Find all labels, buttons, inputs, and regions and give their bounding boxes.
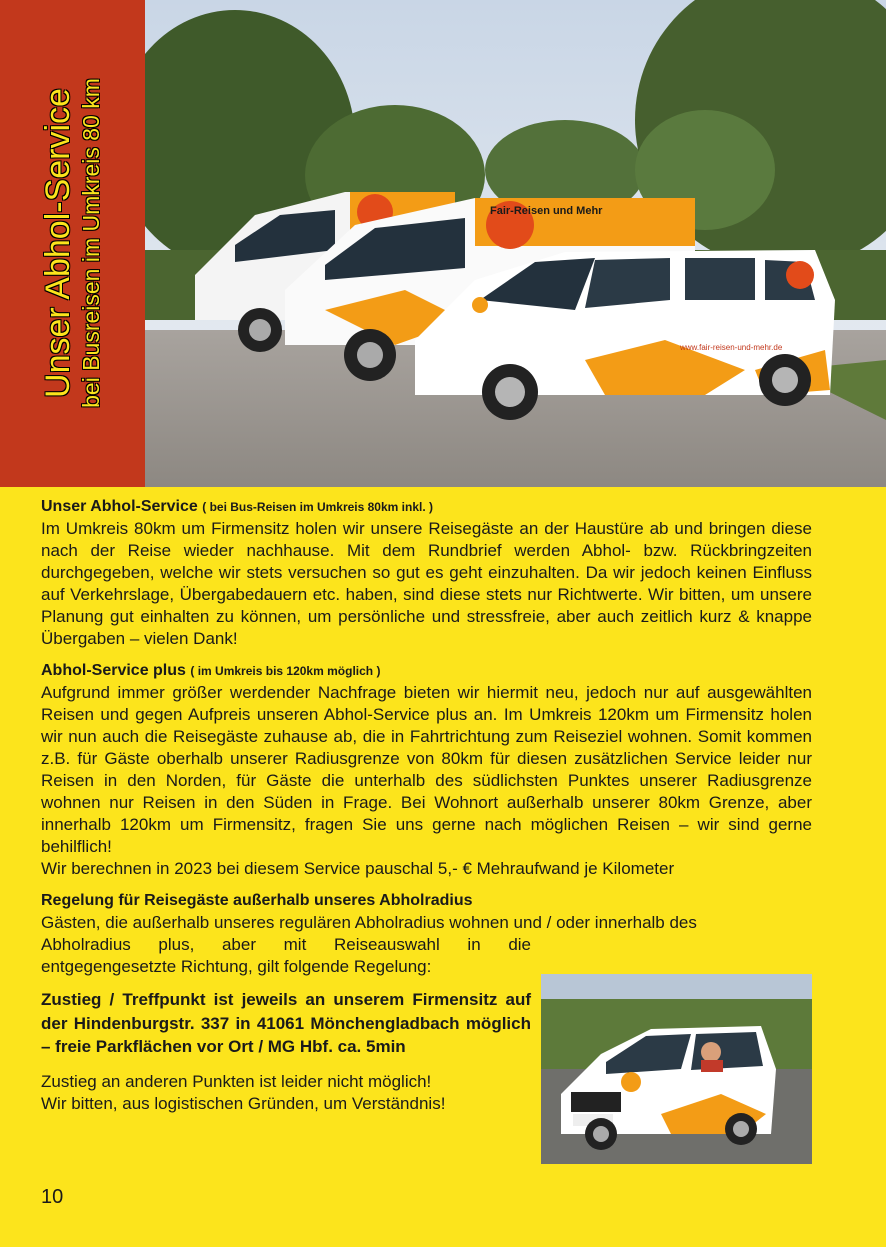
section-abhol-service-plus-price: Wir berechnen in 2023 bei diesem Service pauschal 5,- € Mehraufwand je Kilometer [41, 859, 675, 878]
section-regelung-heading: Regelung für Reisegäste außerhalb unseres Abholradius [41, 892, 473, 909]
hero-photo-vans [145, 0, 886, 487]
section-regelung-body-wrap: Abholradius plus, aber mit Reiseauswahl in die entgegengesetzte Richtung, gilt folgende Regelung: [41, 935, 531, 976]
heading-text: Unser Abhol-Service [41, 498, 198, 515]
heading-text: Abhol-Service plus [41, 662, 186, 679]
van-driver-photo [541, 974, 812, 1164]
meeting-point-info: Zustieg / Treffpunkt ist jeweils an unserem Firmensitz auf der Hindenburgstr. 337 in 41061 Mönchengladbach möglich – freie Parkflächen vor Ort / MG Hbf. ca. 5min [41, 990, 531, 1056]
side-banner-text [39, 23, 105, 463]
van-brand-text: Fair-Reisen und Mehr [490, 205, 603, 217]
side-banner [0, 0, 145, 487]
side-banner-subtitle: bei Busreisen im Umkreis 80 km [78, 78, 104, 408]
heading-note: ( bei Bus-Reisen im Umkreis 80km inkl. ) [202, 500, 433, 514]
section-abhol-service [41, 496, 812, 650]
heading-note: ( im Umkreis bis 120km möglich ) [190, 664, 381, 678]
closing-line-2: Wir bitten, aus logistischen Gründen, um Verständnis! [41, 1093, 446, 1113]
page-number: 10 [41, 1186, 64, 1208]
section-abhol-service-plus-body: Aufgrund immer größer werdender Nachfrage bieten wir hiermit neu, jedoch nur auf ausgewählten Reisen und gegen Aufpreis unseren Abhol-Service plus an. Im Umkreis 120km um Firmensitz holen wir nun auch die Reisegäste zuhause ab, die in Fahrtrichtung zum Reiseziel wohnen. Somit kommen z.B. für Gäste oberhalb unserer Radiusgrenze von 80km für diesen zusätzlichen Service leider nur Reisen in den Norden, für Gäste die unterhalb des südlichsten Punktes unserer Radiusgrenze wohnen nur Reisen in den Süden in Frage. Bei Wohnort außerhalb unserer 80km Grenze, aber innerhalb 120km um Firmensitz, fragen Sie uns gerne nach möglichen Reisen – wir sind gerne behilflich! [41, 683, 812, 856]
section-abhol-service-heading [41, 496, 812, 518]
section-abhol-service-plus-heading [41, 660, 812, 682]
section-regelung-body-full: Gästen, die außerhalb unseres regulären Abholradius wohnen und / oder innerhalb des [41, 913, 697, 932]
closing-line-1: Zustieg an anderen Punkten ist leider nicht möglich! [41, 1071, 432, 1091]
side-banner-title: Unser Abhol-Service [39, 88, 77, 398]
van-url-text: www.fair-reisen-und-mehr.de [680, 343, 783, 352]
section-abhol-service-plus [41, 660, 812, 880]
section-abhol-service-body: Im Umkreis 80km um Firmensitz holen wir unsere Reisegäste an der Haustüre ab und bringen diese nach der Reise wieder nachhause. Mit dem Rundbrief werden Abhol- bzw. Rückbringzeiten durchgegeben, welche wir stets versuchen so gut es geht einzuhalten. Da wir jedoch keinen Einfluss auf Verkehrslage, Übergabedauern etc. haben, sind diese stets nur Richtwerte. Wir bitten, um unsere Planung gut einhalten zu können, um persönliche und stressfreie, aber auch zeitlich kurz & knappe Übergaben – vielen Dank! [41, 519, 812, 648]
